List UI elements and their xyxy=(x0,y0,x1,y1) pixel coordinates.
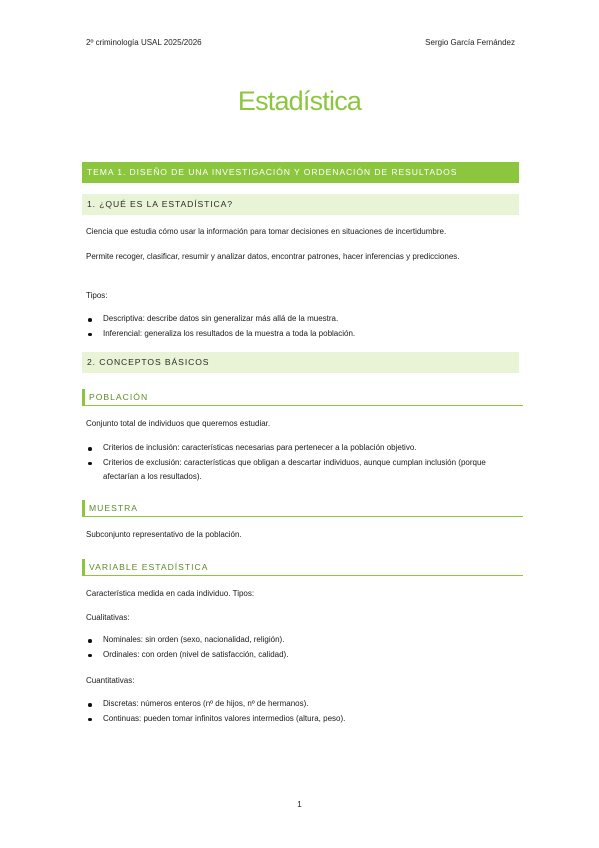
document-title: Estadística xyxy=(237,86,362,116)
list-item-text: Descriptiva: describe datos sin generalizar más allá de la muestra. xyxy=(103,314,339,323)
list-item-text: Discretas: números enteros (nº de hijos, nº de hermanos). xyxy=(103,699,309,708)
list-item-text: Inferencial: generaliza los resultados de la muestra a toda la población. xyxy=(103,328,356,338)
header-course: 2º criminología USAL 2025/2026 xyxy=(86,38,202,47)
list-item-text: Nominales: sin orden (sexo, nacionalidad, religión). xyxy=(103,635,285,644)
subheading-poblacion: POBLACIÓN xyxy=(82,389,523,406)
bullet-icon xyxy=(88,462,92,466)
tema-banner: TEMA 1. DISEÑO DE UNA INVESTIGACIÓN Y ORDENACIÓN DE RESULTADOS xyxy=(82,162,519,183)
bullet-icon xyxy=(88,333,92,337)
paragraph-muestra: Subconjunto representativo de la población. xyxy=(86,530,242,539)
section-heading-que-es: 1. ¿QUÉ ES LA ESTADÍSTICA? xyxy=(82,194,519,215)
cuantitativas-list xyxy=(86,697,516,726)
page-number: 1 xyxy=(297,800,302,809)
list-item xyxy=(86,648,516,663)
bullet-icon xyxy=(88,318,92,322)
tipos-label: Tipos: xyxy=(86,291,108,300)
list-item xyxy=(86,441,516,456)
list-item xyxy=(86,697,516,712)
poblacion-list xyxy=(86,441,516,485)
list-item-text: Continuas: pueden tomar infinitos valores intermedios (altura, peso). xyxy=(103,713,346,723)
bullet-icon xyxy=(88,654,92,658)
bullet-icon xyxy=(88,639,92,643)
list-item xyxy=(86,327,516,342)
list-item-text: Criterios de exclusión: características que obligan a descartar individuos, aunque cumplan inclusión (porque afectarían a los resultados). xyxy=(103,457,486,482)
bullet-icon xyxy=(88,447,92,451)
paragraph-functions: Permite recoger, clasificar, resumir y analizar datos, encontrar patrones, hacer inferencias y predicciones. xyxy=(86,252,460,261)
section-heading-conceptos: 2. CONCEPTOS BÁSICOS xyxy=(82,352,519,373)
list-item-text: Ordinales: con orden (nivel de satisfacción, calidad). xyxy=(103,649,289,659)
list-item xyxy=(86,456,516,485)
subheading-muestra: MUESTRA xyxy=(82,500,523,517)
list-item-text: Criterios de inclusión: características necesarias para pertenecer a la población objetivo. xyxy=(103,443,417,452)
list-item xyxy=(86,633,516,648)
tipos-list xyxy=(86,312,516,341)
list-item xyxy=(86,312,516,327)
list-item xyxy=(86,712,516,727)
cuantitativas-label: Cuantitativas: xyxy=(86,676,135,685)
cualitativas-list xyxy=(86,633,516,662)
paragraph-poblacion: Conjunto total de individuos que queremos estudiar. xyxy=(86,419,271,428)
header-author: Sergio García Fernández xyxy=(425,38,515,47)
subheading-variable: VARIABLE ESTADÍSTICA xyxy=(82,559,523,576)
paragraph-definition: Ciencia que estudia cómo usar la información para tomar decisiones en situaciones de incertidumbre. xyxy=(86,227,447,236)
cualitativas-label: Cualitativas: xyxy=(86,613,130,622)
paragraph-variable: Característica medida en cada individuo. Tipos: xyxy=(86,589,255,598)
bullet-icon xyxy=(88,718,92,722)
bullet-icon xyxy=(88,703,92,707)
